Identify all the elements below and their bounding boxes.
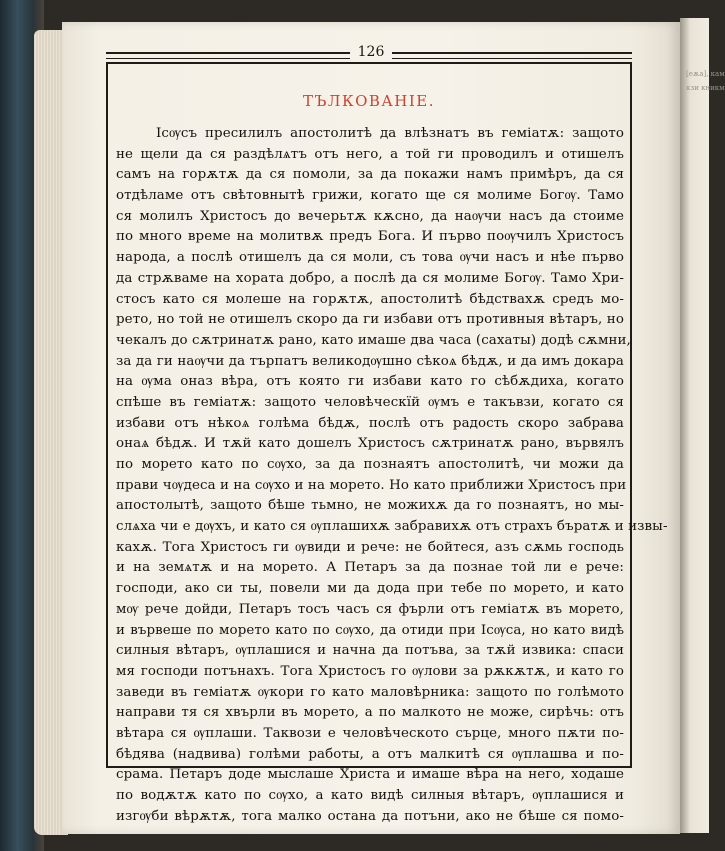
text-line: и на земѧтѫ и на морето. А Петаръ за да познае той ли е рече: xyxy=(116,560,624,576)
text-line: господи, ако си ты, повели ми да дода при тебе по морето, и като xyxy=(116,581,624,597)
text-line: чекалъ до сѫтринатѫ рано, като имаше два часа (сахаты) додѣ сѫмни, xyxy=(116,332,631,348)
text-line: и вървеше по морето като по сѹхо, да отиди при Ісѹса, но като видѣ xyxy=(116,622,624,638)
text-line: силныя вѣтаръ, ѹплашися и начна да потъва, за тѫй извика: спаси xyxy=(116,643,624,659)
facing-page xyxy=(680,18,725,833)
text-line: изгѹби вѣрѫтѫ, тога малко остана да потъни, ако не бѣше ся помо- xyxy=(116,808,624,824)
text-line: по водѫтѫ като по сѹхо, а като видѣ силныя вѣтаръ, ѹплашися и xyxy=(116,788,624,803)
text-line: кахѫ. Тога Христосъ ги ѹвиди и рече: не бойтеся, азъ сѫмь господь xyxy=(116,539,624,555)
header-rule-right xyxy=(392,52,632,59)
text-line: вѣтара ся ѹплаши. Таквози е человѣческото сърце, много пѫти по- xyxy=(116,725,624,741)
text-line: стосъ като ся молеше на горѫтѫ, апостолитѣ бѣдствахѫ средъ мо- xyxy=(116,291,624,307)
text-line: онаѧ бѣдѫ. И тѫй като дошелъ Христосъ сѫтринатѫ рано, вървялъ xyxy=(116,436,624,452)
section-title: ТЪЛКОВАНІЕ. xyxy=(303,92,435,110)
text-line: заведи въ гемiатѫ ѹкори го като маловѣрника: защото по голѣмото xyxy=(116,684,624,700)
text-line: прави чѹдеса и на сѹхо и на морето. Но като приближи Христосъ при xyxy=(116,477,627,493)
page-number: 126 xyxy=(357,44,385,60)
text-line: Ісѹсъ пресилилъ апостолитѣ да влѣзнатъ въ гемiатѫ: защото xyxy=(156,126,624,141)
text-line: мѹ рече дойди, Петаръ тосъ часъ ся фърли отъ гемiатѫ въ морето, xyxy=(116,601,624,617)
text-line: отдѣламе отъ свѣтовнытѣ грижи, когато ще ся молиме Богѹ. Тамо xyxy=(116,188,624,204)
text-line: по много време на молитвѫ предъ Бога. И първо поѹчилъ Христосъ xyxy=(116,229,624,245)
text-line: по морето като по сѹхо, за да познаятъ апостолитѣ, чи можи да xyxy=(116,457,624,472)
text-line: за да ги наѹчи да търпатъ великодѹшно сѣкоѧ бѣдѫ, и да имъ докара xyxy=(116,353,624,369)
text-line: на ѹма оназ вѣра, отъ която ги избави като го сѣбѫдиха, когато xyxy=(116,374,624,390)
text-line: самъ на горѫтѫ да ся помоли, за да покажи намъ примѣръ, да ся xyxy=(116,167,624,183)
text-line: избави отъ нѣкоѧ голѣма бѣдѫ, послѣ отъ радость скоро забрава xyxy=(116,415,624,431)
text-line: апостолытѣ, защото бѣше тьмно, не можихѫ да го познаятъ, но мы- xyxy=(116,498,624,514)
text-line: направи тя ся хвърли въ морето, а по малкото не може, сирѣчь: отъ xyxy=(116,705,624,721)
text-line: срама. Петаръ доде мыслаше Христа и имаше вѣра на него, ходаше xyxy=(116,767,624,783)
text-line: спѣше въ гемiатѫ: защото человѣческїй ѹмъ е такъвзи, когато ся xyxy=(116,394,624,410)
header-rule-left xyxy=(106,52,350,59)
body-text xyxy=(116,124,668,827)
text-line: бѣдява (надвива) голѣми работы, а отъ малкитѣ ся ѹплашва и по- xyxy=(116,746,624,762)
text-line: не щели да ся раздѣлѧтъ отъ него, а той ги проводилъ и отишелъ xyxy=(116,146,624,162)
text-line: народа, а послѣ отишелъ да ся моли, съ това ѹчи насъ и нѣе първо xyxy=(116,250,624,266)
text-line: ся молилъ Христосъ до вечерьтѫ кѫсно, да наѹчи насъ да стоиме xyxy=(116,208,624,224)
text-line: мя господи потънахъ. Тога Христосъ го ѹлови за рѫкѫтѫ, и като го xyxy=(116,663,624,679)
facing-page-fragment: кзи кникм xyxy=(686,84,725,92)
text-line: слѧха чи е дѹхъ, и като ся ѹплашихѫ забравихѫ отъ страхъ бъратѫ и извы- xyxy=(116,519,668,535)
facing-page-fragment: [еѫа], кам xyxy=(686,70,725,78)
text-line: да стрѫваме на хората добро, а послѣ да ся молиме Богѹ. Тамо Хри- xyxy=(116,270,624,286)
text-line: рето, но той не отишелъ скоро да ги избави отъ противныя вѣтаръ, но xyxy=(116,312,624,328)
